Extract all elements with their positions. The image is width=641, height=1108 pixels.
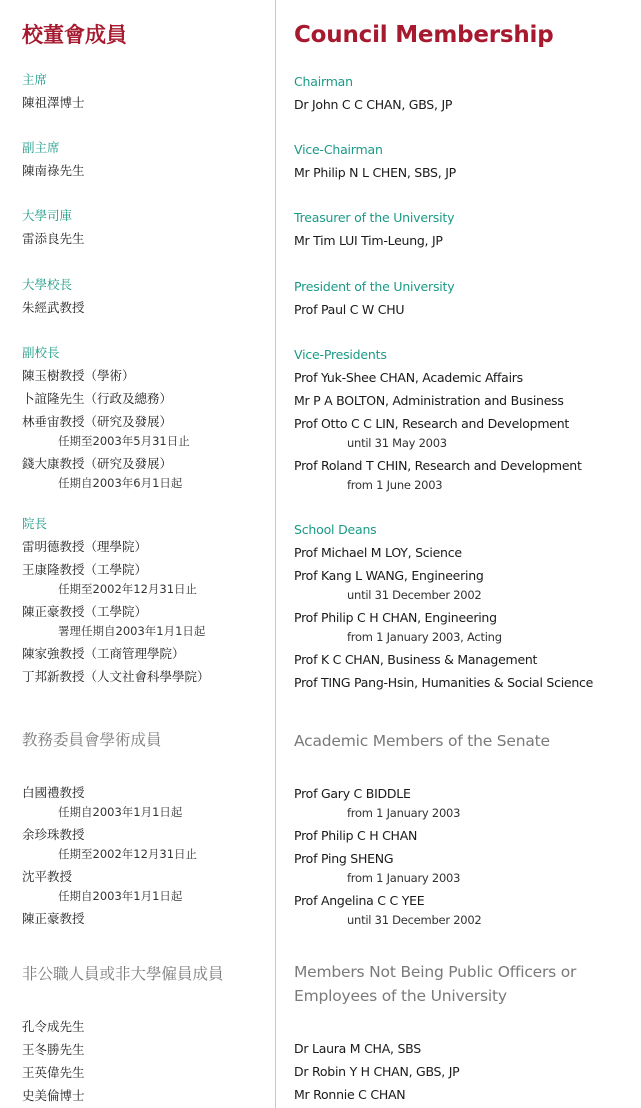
term-note: 署理任期自2003年1月1日起 — [58, 624, 206, 638]
member-item — [294, 97, 452, 113]
term-note: from 1 January 2003 — [347, 806, 461, 820]
member-item — [22, 163, 85, 179]
section-chairman-en — [294, 74, 452, 113]
member-item — [22, 562, 210, 597]
member-name: Prof Otto C C LIN, Research and Development — [294, 416, 570, 431]
term-note: until 31 May 2003 — [347, 436, 447, 450]
member-item — [22, 231, 85, 247]
member-name: Prof Yuk-Shee CHAN, Academic Affairs — [294, 370, 523, 385]
member-name: Prof Ping SHENG — [294, 851, 394, 866]
member-name: 白國禮教授 — [22, 785, 85, 800]
member-name: Mr Philip N L CHEN, SBS, JP — [294, 165, 456, 180]
member-name: 陳南祿先生 — [22, 163, 85, 178]
member-name: Prof Angelina C C YEE — [294, 893, 425, 908]
member-name: 王康隆教授（工學院） — [22, 562, 148, 577]
member-item — [22, 1019, 85, 1035]
member-item — [22, 604, 210, 639]
section-label: Vice-Presidents — [294, 347, 387, 362]
section-senate-heading-zh — [22, 728, 162, 752]
member-name: 陳玉樹教授（學術） — [22, 368, 135, 383]
member-name: Prof Philip C H CHAN, Engineering — [294, 610, 497, 625]
member-item — [22, 391, 190, 407]
member-name: 孔令成先生 — [22, 1019, 85, 1034]
section-deans-en — [294, 522, 593, 691]
section-chairman-zh — [22, 72, 85, 111]
member-name: 錢大康教授（研究及發展） — [22, 456, 173, 471]
member-name: 史美倫博士 — [22, 1088, 85, 1103]
member-item — [22, 669, 210, 685]
member-name: 丁邦新教授（人文社會科學學院） — [22, 669, 210, 684]
member-item — [294, 851, 481, 886]
member-name: Prof TING Pang-Hsin, Humanities & Social Science — [294, 675, 594, 690]
section-vice-presidents-en — [294, 347, 582, 493]
section-vice-chairman-zh — [22, 140, 85, 179]
member-item — [22, 95, 85, 111]
member-name: Prof Kang L WANG, Engineering — [294, 568, 484, 583]
member-name: Dr Robin Y H CHAN, GBS, JP — [294, 1064, 460, 1079]
member-item — [22, 1042, 85, 1058]
member-item — [22, 300, 85, 316]
section-label: 主席 — [22, 72, 48, 87]
section-senate-heading-en — [294, 729, 550, 753]
section-label: Vice-Chairman — [294, 142, 383, 157]
member-item — [294, 1041, 459, 1057]
member-name: Prof K C CHAN, Business & Management — [294, 652, 538, 667]
member-item — [22, 1088, 85, 1104]
member-item — [22, 646, 210, 662]
section-label: President of the University — [294, 279, 455, 294]
section-nonpublic-en — [294, 1034, 459, 1103]
member-item — [22, 827, 197, 862]
member-item — [22, 785, 197, 820]
member-item — [294, 545, 593, 561]
section-nonpublic-zh — [22, 1012, 85, 1104]
member-name: 陳正豪教授（工學院） — [22, 604, 148, 619]
member-item — [294, 652, 593, 668]
term-note: 任期自2003年1月1日起 — [58, 889, 183, 903]
term-note: 任期至2002年12月31日止 — [58, 847, 198, 861]
page-title-en: Council Membership — [294, 22, 554, 48]
member-item — [294, 1064, 459, 1080]
section-treasurer-zh — [22, 208, 85, 247]
section-label: 副主席 — [22, 140, 60, 155]
section-label: Chairman — [294, 74, 353, 89]
term-note: from 1 January 2003, Acting — [347, 630, 502, 644]
section-senate-en — [294, 779, 481, 928]
section-label: School Deans — [294, 522, 377, 537]
member-item — [294, 393, 582, 409]
member-name: Prof Roland T CHIN, Research and Development — [294, 458, 582, 473]
member-item — [294, 233, 454, 249]
member-name: 沈平教授 — [22, 869, 73, 884]
member-item — [294, 370, 582, 386]
member-name: Mr P A BOLTON, Administration and Business — [294, 393, 564, 408]
member-name: 王冬勝先生 — [22, 1042, 85, 1057]
section-label: 院長 — [22, 516, 48, 531]
term-note: until 31 December 2002 — [347, 913, 482, 927]
member-item — [294, 828, 481, 844]
section-label: 大學校長 — [22, 277, 73, 292]
member-item — [22, 414, 190, 449]
member-name: 卜誼隆先生（行政及總務） — [22, 391, 173, 406]
member-item — [294, 568, 593, 603]
term-note: 任期至2003年5月31日止 — [58, 434, 190, 448]
senate-heading: Academic Members of the Senate — [294, 732, 550, 750]
section-nonpublic-heading-en — [294, 960, 594, 1008]
member-name: Dr Laura M CHA, SBS — [294, 1041, 421, 1056]
nonpublic-heading: Members Not Being Public Officers or Employees of the University — [294, 963, 577, 1005]
member-name: Prof Philip C H CHAN — [294, 828, 418, 843]
member-name: Mr Tim LUI Tim-Leung, JP — [294, 233, 443, 248]
term-note: from 1 January 2003 — [347, 871, 461, 885]
member-item — [22, 869, 197, 904]
section-nonpublic-heading-zh — [22, 962, 224, 986]
section-vice-presidents-zh — [22, 345, 190, 491]
nonpublic-heading: 非公職人員或非大學僱員成員 — [22, 965, 224, 983]
member-name: 雷添良先生 — [22, 231, 85, 246]
member-item — [294, 416, 582, 451]
member-name: 陳祖澤博士 — [22, 95, 85, 110]
term-note: 任期自2003年1月1日起 — [58, 805, 183, 819]
member-name: 余珍珠教授 — [22, 827, 85, 842]
member-name: Prof Michael M LOY, Science — [294, 545, 462, 560]
member-item — [22, 911, 197, 927]
term-note: 任期自2003年6月1日起 — [58, 476, 183, 490]
member-item — [294, 458, 582, 493]
english-column — [294, 0, 634, 1102]
member-item — [22, 539, 210, 555]
member-item — [294, 786, 481, 821]
member-name: 朱經武教授 — [22, 300, 85, 315]
section-president-zh — [22, 277, 85, 316]
section-deans-zh — [22, 516, 210, 685]
term-note: until 31 December 2002 — [347, 588, 482, 602]
member-name: 陳家強教授（工商管理學院） — [22, 646, 185, 661]
member-item — [294, 1087, 459, 1103]
section-label: 副校長 — [22, 345, 60, 360]
term-note: from 1 June 2003 — [347, 478, 443, 492]
member-item — [294, 675, 593, 691]
member-name: Prof Paul C W CHU — [294, 302, 405, 317]
member-item — [22, 368, 190, 384]
column-divider — [275, 0, 276, 1108]
member-name: Prof Gary C BIDDLE — [294, 786, 411, 801]
member-item — [22, 456, 190, 491]
section-treasurer-en — [294, 210, 454, 249]
section-label: 大學司庫 — [22, 208, 73, 223]
member-item — [22, 1065, 85, 1081]
section-senate-zh — [22, 778, 197, 927]
member-name: 王英偉先生 — [22, 1065, 85, 1080]
senate-heading: 教務委員會學術成員 — [22, 731, 162, 749]
member-name: 雷明德教授（理學院） — [22, 539, 148, 554]
member-item — [294, 893, 481, 928]
member-name: Mr Ronnie C CHAN — [294, 1087, 406, 1102]
page-title-zh: 校董會成員 — [22, 23, 127, 47]
section-label: Treasurer of the University — [294, 210, 455, 225]
member-item — [294, 165, 456, 181]
chinese-column — [22, 0, 267, 1103]
member-item — [294, 302, 454, 318]
member-name: Dr John C C CHAN, GBS, JP — [294, 97, 453, 112]
section-president-en — [294, 279, 454, 318]
member-item — [294, 610, 593, 645]
term-note: 任期至2002年12月31日止 — [58, 582, 198, 596]
section-vice-chairman-en — [294, 142, 456, 181]
member-name: 陳正豪教授 — [22, 911, 85, 926]
member-name: 林垂宙教授（研究及發展） — [22, 414, 173, 429]
